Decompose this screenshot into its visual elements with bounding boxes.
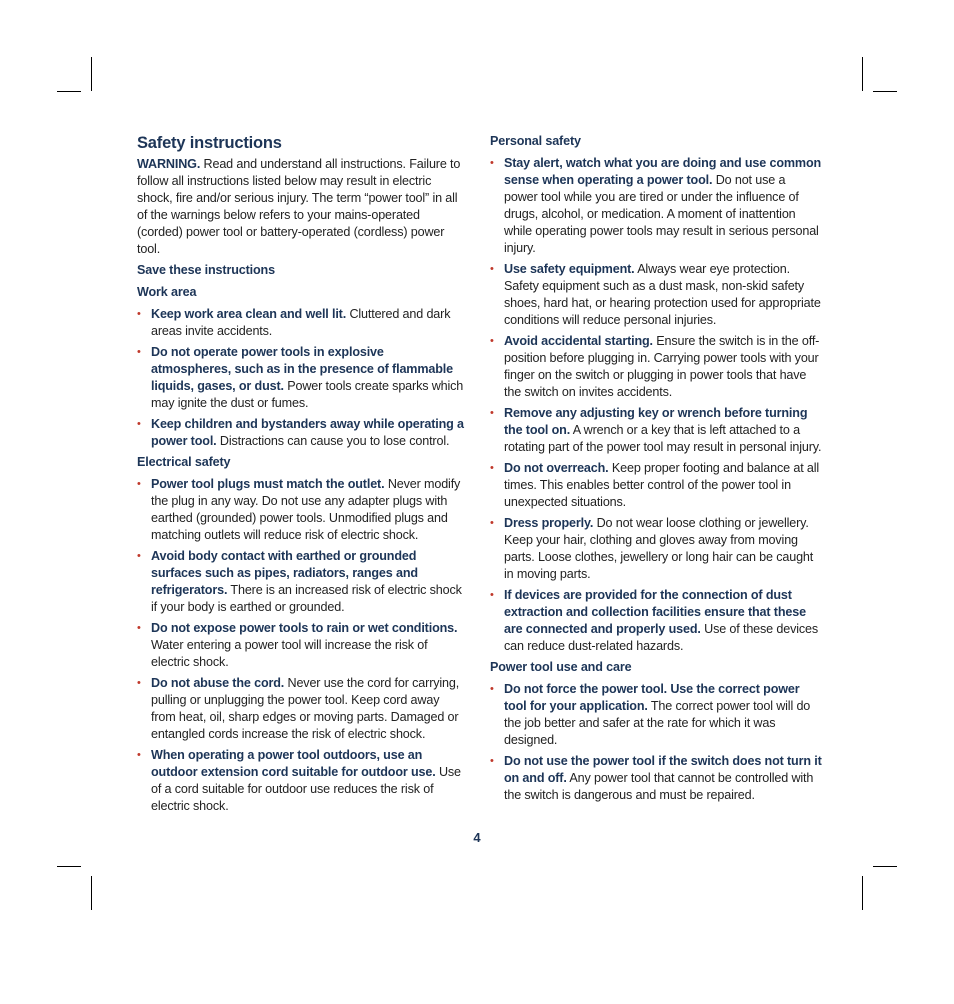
bullet-list [137, 306, 467, 450]
warning-label: WARNING. [137, 157, 201, 171]
list-item [137, 416, 467, 450]
section-heading: Electrical safety [137, 455, 231, 469]
list-item [137, 747, 467, 815]
bullet-list [137, 476, 467, 815]
item-text: A wrench or a key that is left attached to a rotating part of the power tool may result in personal injury. [504, 423, 822, 454]
item-bold-lead: Stay alert, watch what you are doing and use common sense when operating a power tool. [504, 156, 822, 187]
bullet-icon: • [137, 346, 141, 358]
item-text: Distractions can cause you to lose control. [219, 434, 450, 448]
bullet-icon: • [490, 157, 494, 169]
bullet-icon: • [490, 755, 494, 767]
item-text: Never modify the plug in any way. Do not use any adapter plugs with earthed (grounded) power tools. Unmodified plugs and matching outlets will reduce risk of electric shock. [151, 477, 461, 542]
item-text: Ensure the switch is in the off-position before plugging in. Carrying power tools with your finger on the switch or plugging in power tools that have the switch on invites accidents. [504, 334, 820, 399]
item-bold-lead: Do not force the power tool. Use the correct power tool for your application. [504, 682, 800, 713]
item-text: Any power tool that cannot be controlled with the switch is dangerous and must be repaired. [504, 771, 814, 802]
bullet-icon: • [137, 478, 141, 490]
item-bold-lead: Do not overreach. [504, 461, 609, 475]
list-item [490, 681, 822, 749]
item-text: Always wear eye protection. Safety equipment such as a dust mask, non-skid safety shoes, hard hat, or hearing protection used for appropriate conditions will reduce personal injuries. [504, 262, 821, 327]
list-item [490, 515, 822, 583]
item-bold-lead: Use safety equipment. [504, 262, 635, 276]
bullet-icon: • [490, 263, 494, 275]
list-item [490, 261, 822, 329]
item-text: Water entering a power tool will increase the risk of electric shock. [151, 638, 428, 669]
list-item [490, 587, 822, 655]
item-bold-lead: Power tool plugs must match the outlet. [151, 477, 385, 491]
crop-mark [862, 57, 863, 91]
crop-mark [873, 91, 897, 92]
item-bold-lead: Avoid body contact with earthed or grounded surfaces such as pipes, radiators, ranges and refrigerators. [151, 549, 418, 597]
item-text: Cluttered and dark areas invite accidents. [151, 307, 451, 338]
page-number: 4 [473, 830, 481, 845]
item-text: There is an increased risk of electric shock if your body is earthed or grounded. [151, 583, 462, 614]
crop-mark [57, 866, 81, 867]
page-title: Safety instructions [137, 134, 282, 152]
list-item [490, 155, 822, 257]
section-heading: Personal safety [490, 134, 581, 148]
section-heading: Power tool use and care [490, 660, 632, 674]
list-item [490, 405, 822, 456]
item-text: Keep proper footing and balance at all times. This enables better control of the power tool in unexpected situations. [504, 461, 820, 509]
crop-mark [57, 91, 81, 92]
bullet-icon: • [490, 589, 494, 601]
crop-mark [91, 57, 92, 91]
right-column [490, 133, 822, 808]
item-bold-lead: Keep work area clean and well lit. [151, 307, 347, 321]
bullet-list [490, 155, 822, 655]
bullet-icon: • [137, 749, 141, 761]
list-item [490, 460, 822, 511]
bullet-icon: • [137, 550, 141, 562]
left-sections [137, 284, 467, 815]
item-text: Use of these devices can reduce dust-related hazards. [504, 622, 819, 653]
crop-mark [91, 876, 92, 910]
left-column [137, 133, 467, 819]
item-text: Never use the cord for carrying, pulling or unplugging the power tool. Keep cord away from heat, oil, sharp edges or moving parts. Damaged or entangled cords increase the risk of electric shock. [151, 676, 460, 741]
item-bold-lead: When operating a power tool outdoors, use an outdoor extension cord suitable for outdoor use. [151, 748, 436, 779]
bullet-icon: • [137, 308, 141, 320]
list-item [490, 753, 822, 804]
list-item [137, 620, 467, 671]
item-bold-lead: Do not abuse the cord. [151, 676, 285, 690]
bullet-icon: • [490, 517, 494, 529]
right-sections [490, 133, 822, 804]
warning-text: Read and understand all instructions. Failure to follow all instructions listed below may result in electric shock, fire and/or serious injury. The term “power tool” in all of the warnings below refers to your mains-operated (corded) power tool or battery-operated (cordless) power tool. [137, 157, 461, 256]
item-bold-lead: Avoid accidental starting. [504, 334, 653, 348]
bullet-icon: • [490, 335, 494, 347]
item-text: The correct power tool will do the job better and safer at the rate for which it was designed. [504, 699, 811, 747]
bullet-list [490, 681, 822, 804]
list-item [137, 344, 467, 412]
item-text: Use of a cord suitable for outdoor use reduces the risk of electric shock. [151, 765, 461, 813]
list-item [137, 306, 467, 340]
item-bold-lead: Do not use the power tool if the switch does not turn it on and off. [504, 754, 822, 785]
bullet-icon: • [490, 683, 494, 695]
section-heading: Work area [137, 285, 197, 299]
bullet-icon: • [490, 407, 494, 419]
item-bold-lead: If devices are provided for the connection of dust extraction and collection facilities ensure that these are connected and properly used. [504, 588, 806, 636]
item-text: Do not wear loose clothing or jewellery. Keep your hair, clothing and gloves away from moving parts. Loose clothes, jewellery or long hair can be caught in moving parts. [504, 516, 814, 581]
item-bold-lead: Remove any adjusting key or wrench before turning the tool on. [504, 406, 808, 437]
list-item [490, 333, 822, 401]
item-bold-lead: Dress properly. [504, 516, 594, 530]
item-bold-lead: Do not expose power tools to rain or wet conditions. [151, 621, 458, 635]
bullet-icon: • [137, 677, 141, 689]
crop-mark [873, 866, 897, 867]
item-bold-lead: Keep children and bystanders away while operating a power tool. [151, 417, 464, 448]
item-bold-lead: Do not operate power tools in explosive atmospheres, such as in the presence of flammable liquids, gases, or dust. [151, 345, 454, 393]
bullet-icon: • [137, 622, 141, 634]
crop-mark [862, 876, 863, 910]
list-item [137, 675, 467, 743]
item-text: Do not use a power tool while you are tired or under the influence of drugs, alcohol, or medication. A moment of inattention while operating power tools may result in serious personal injury. [504, 173, 819, 255]
warning-paragraph [137, 156, 467, 258]
bullet-icon: • [137, 418, 141, 430]
list-item [137, 476, 467, 544]
save-instructions-heading: Save these instructions [137, 263, 275, 277]
bullet-icon: • [490, 462, 494, 474]
item-text: Power tools create sparks which may ignite the dust or fumes. [151, 379, 464, 410]
list-item [137, 548, 467, 616]
